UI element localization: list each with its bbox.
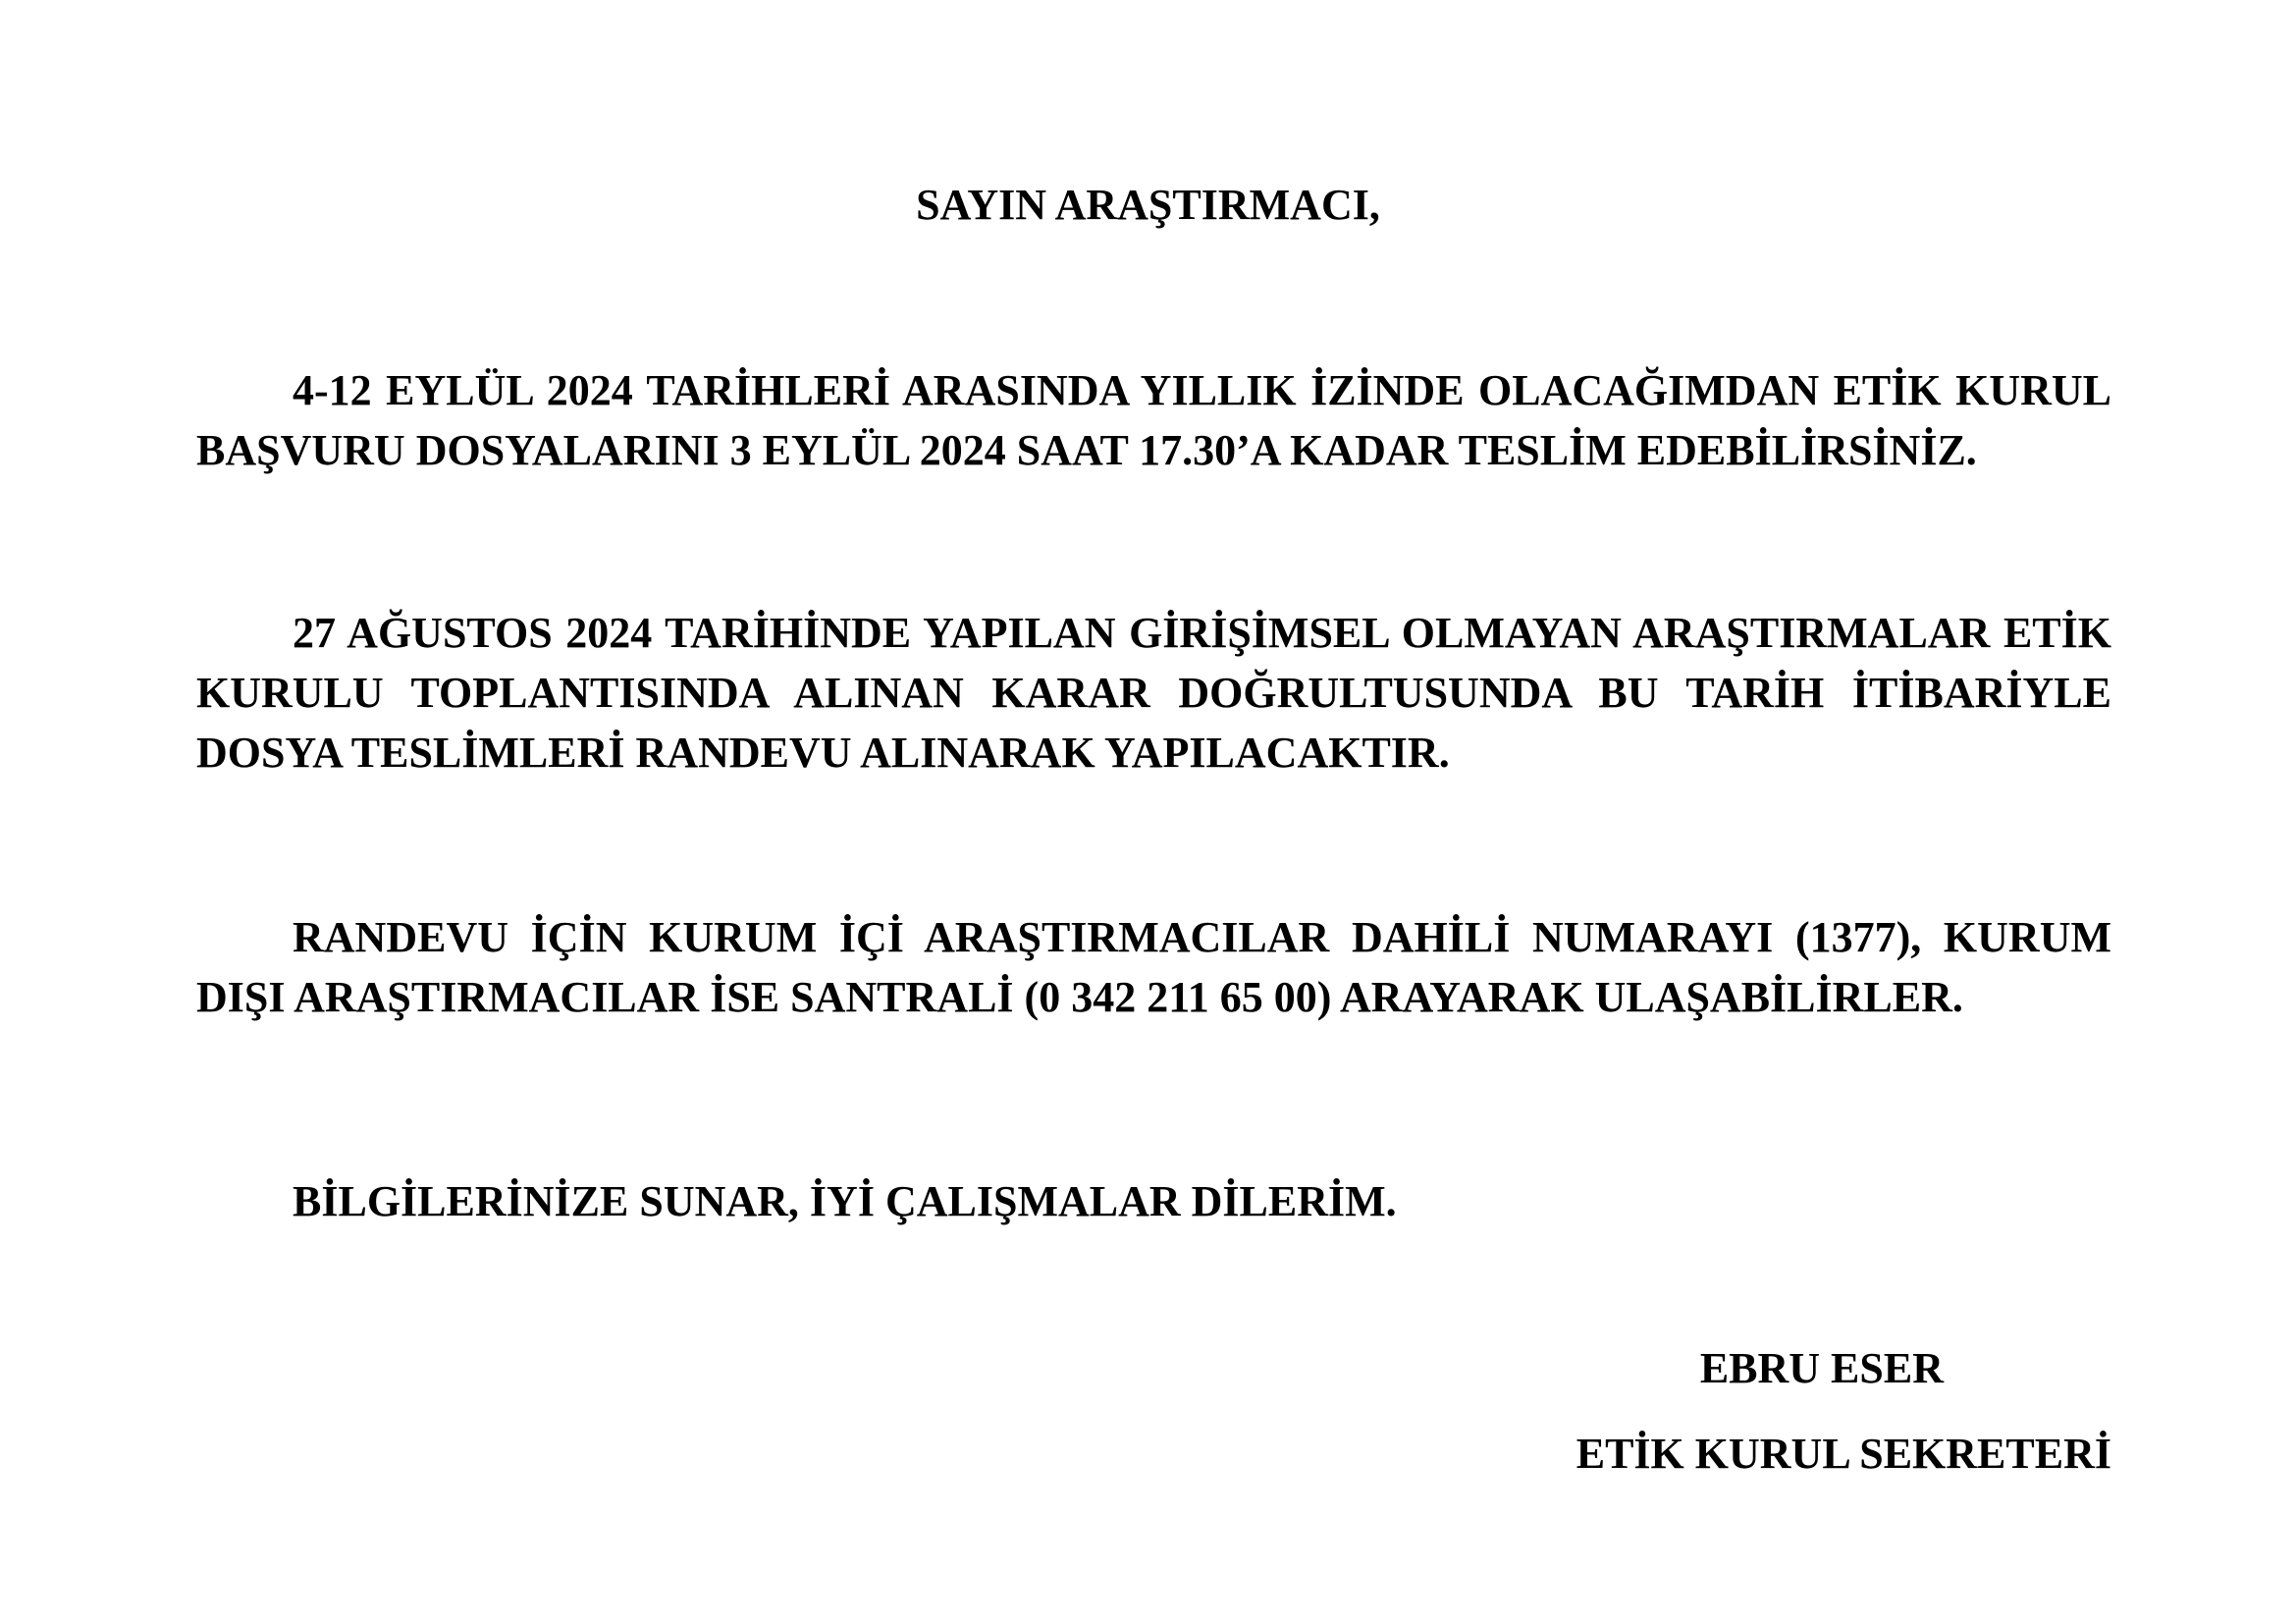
paragraph-appointment-decision: 27 AĞUSTOS 2024 TARİHİNDE YAPILAN GİRİŞİMSEL OLMAYAN ARAŞTIRMALAR ETİK KURULU TOPLANTISINDA ALINAN KARAR DOĞRULTUSUNDA BU TARİH İTİBARİYLE DOSYA TESLİMLERİ RANDEVU ALINARAK YAPILACAKTIR. <box>196 609 2111 777</box>
paragraph-contact-numbers: RANDEVU İÇİN KURUM İÇİ ARAŞTIRMACILAR DAHİLİ NUMARAYI (1377), KURUM DIŞI ARAŞTIRMACILAR İSE SANTRALİ (0 342 211 65 00) ARAYARAK ULAŞABİLİRLER. <box>196 913 2111 1021</box>
signature-title: ETİK KURUL SEKRETERİ <box>1575 1430 2111 1478</box>
paragraph-closing: BİLGİLERİNİZE SUNAR, İYİ ÇALIŞMALAR DİLERİM. <box>293 1177 1397 1225</box>
paragraph-leave-notice: 4-12 EYLÜL 2024 TARİHLERİ ARASINDA YILLIK İZİNDE OLACAĞIMDAN ETİK KURUL BAŞVURU DOSYALARINI 3 EYLÜL 2024 SAAT 17.30’A KADAR TESLİM EDEBİLİRSİNİZ. <box>196 366 2111 474</box>
signature-name: EBRU ESER <box>1699 1344 1944 1392</box>
salutation-heading: SAYIN ARAŞTIRMACI, <box>916 181 1380 229</box>
